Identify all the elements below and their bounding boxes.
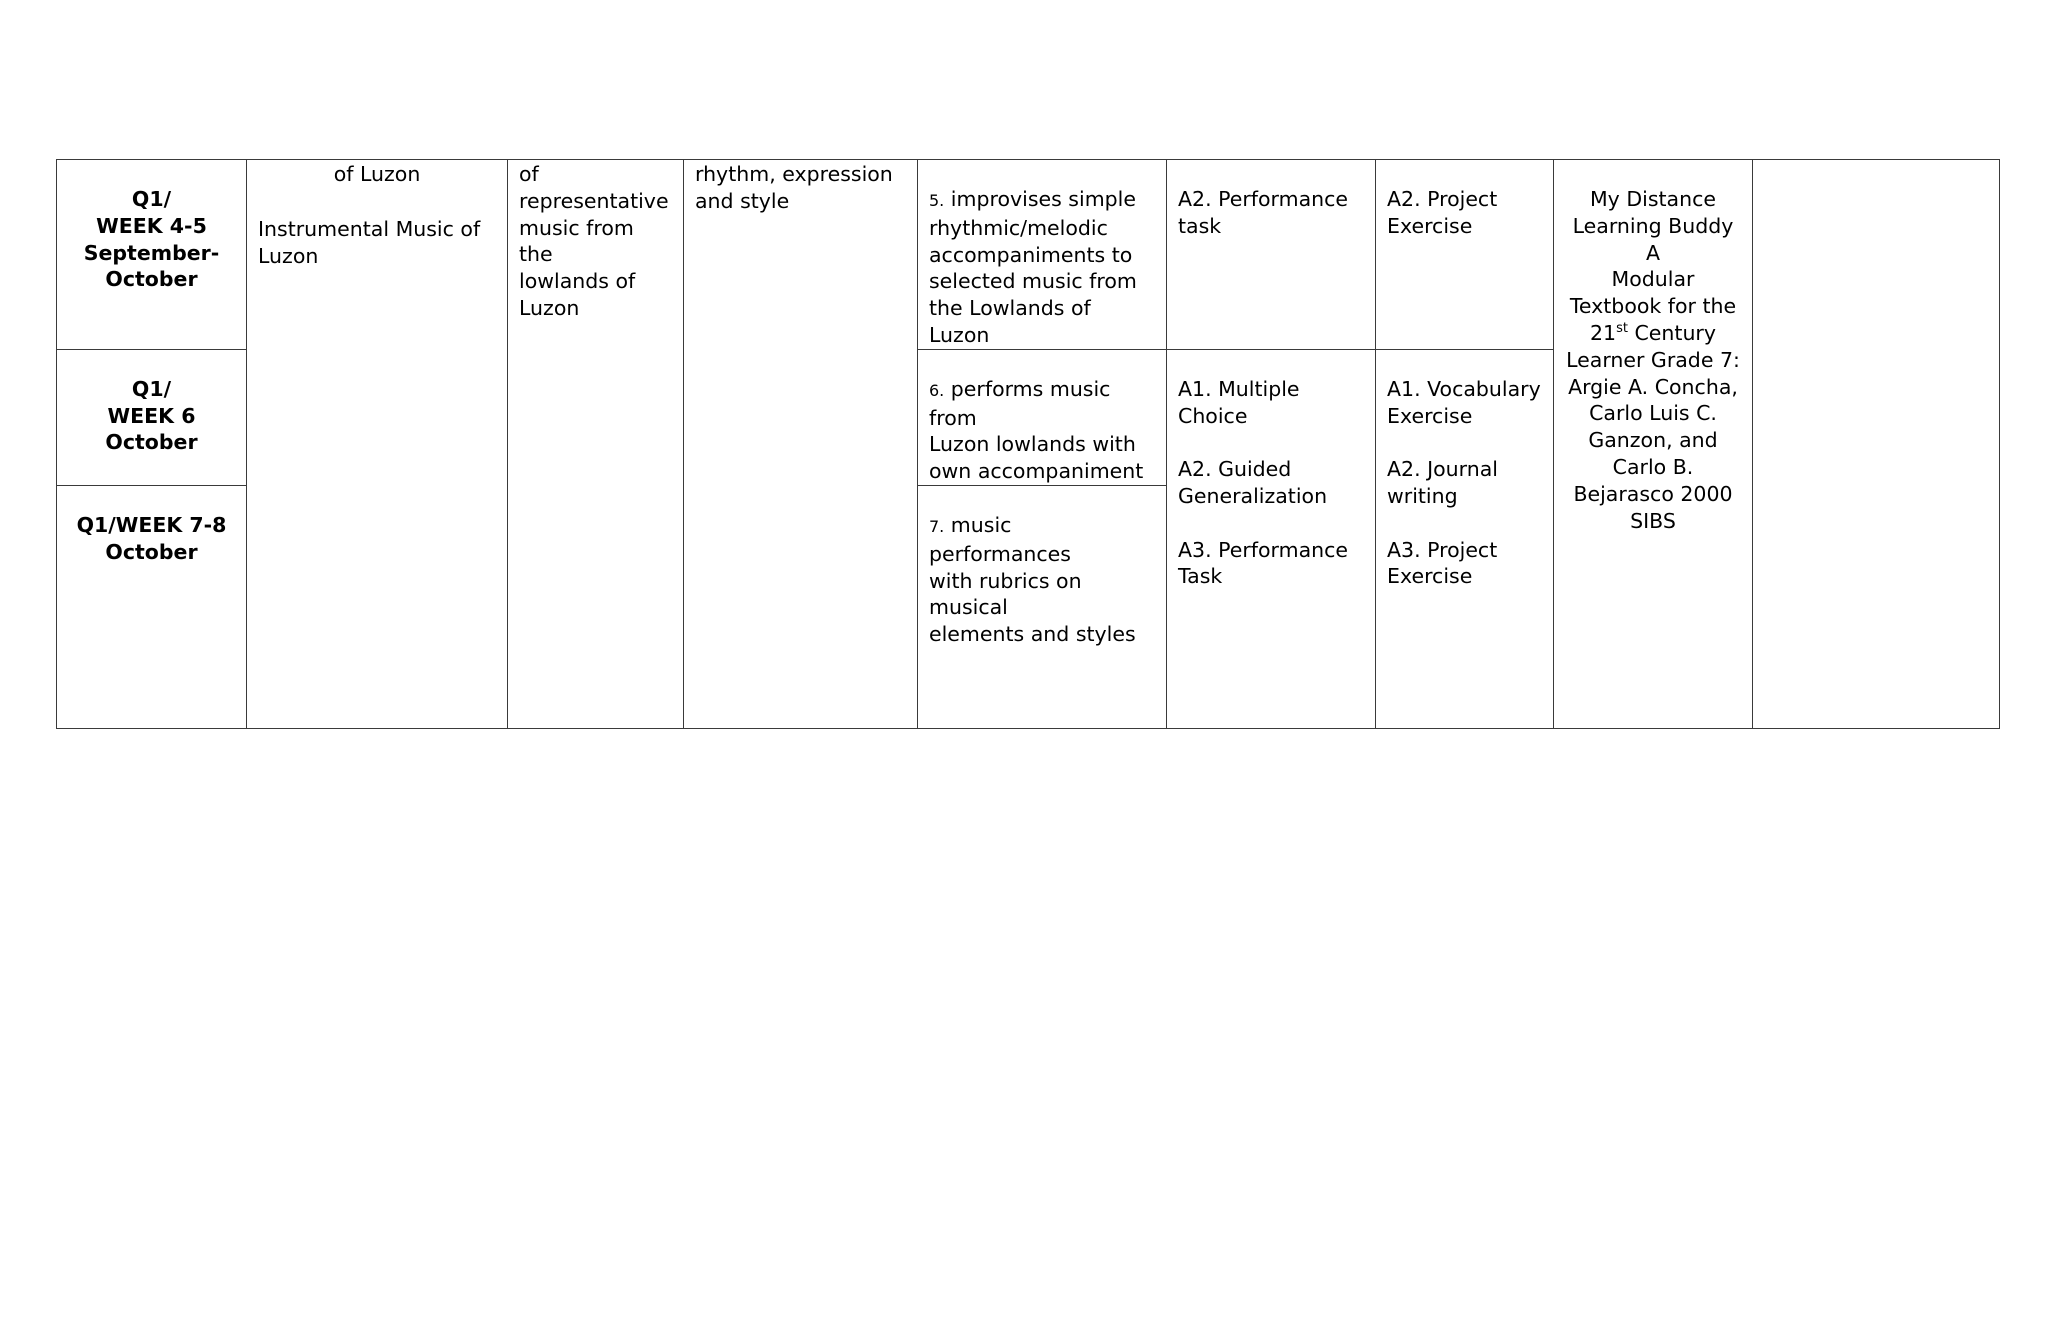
activity-text: A2. Project Exercise <box>1387 187 1498 238</box>
competency-item <box>918 350 1166 485</box>
competency-cell <box>918 349 1167 485</box>
remarks-cell <box>1753 160 2000 729</box>
content-subtopic: Instrumental Music of Luzon <box>258 216 481 268</box>
week-cell <box>57 349 247 485</box>
competency-number: 6. <box>929 380 945 400</box>
week-label: Q1/ WEEK 6 October <box>105 376 198 455</box>
week-label: Q1/WEEK 7-8 October <box>76 512 227 564</box>
competency-number: 5. <box>929 191 945 210</box>
content-standard-cell <box>508 160 684 729</box>
assessment-text: A1. Multiple Choice A2. Guided Generalization A3. Performance Task <box>1178 376 1349 589</box>
content-topic: of Luzon <box>333 162 421 186</box>
curriculum-table-container <box>56 159 2000 729</box>
assessment-text: A2. Performance task <box>1178 187 1349 238</box>
activity-cell <box>1376 160 1554 350</box>
competency-text: performs music from Luzon lowlands with own accompaniment <box>929 376 1144 484</box>
resources-text-part-1: My Distance Learning Buddy A Modular Textbook for the 21 <box>1569 187 1737 345</box>
resources-text <box>1554 160 1752 534</box>
performance-standard-text: rhythm, expression and style <box>695 162 893 213</box>
week-cell <box>57 485 247 728</box>
competency-cell <box>918 485 1167 728</box>
curriculum-map-table <box>56 159 2000 729</box>
content-standard-text: of representative music from the lowlands of Luzon <box>519 162 669 320</box>
resources-text-part-2: Century Learner Grade 7: Argie A. Concha, Carlo Luis C. Ganzon, and Carlo B. Bejarasco 2000 SIBS <box>1566 320 1740 533</box>
table-row-week-4-5 <box>57 160 2000 350</box>
competency-cell <box>918 160 1167 350</box>
week-cell <box>57 160 247 350</box>
competency-number: 7. <box>929 516 945 536</box>
competency-item <box>918 160 1166 349</box>
assessment-cell <box>1167 160 1376 350</box>
performance-standard-cell <box>684 160 918 729</box>
content-cell <box>247 160 508 729</box>
week-label: Q1/ WEEK 4-5 September- October <box>83 187 220 292</box>
competency-text: improvises simple rhythmic/melodic accompaniments to selected music from the Lowlands of Luzon <box>929 187 1137 347</box>
resources-superscript: st <box>1616 321 1628 337</box>
resources-cell <box>1554 160 1753 729</box>
assessment-cell <box>1167 349 1376 728</box>
competency-item <box>918 486 1166 648</box>
activity-text: A1. Vocabulary Exercise A2. Journal writing A3. Project Exercise <box>1387 376 1541 589</box>
activity-cell <box>1376 349 1554 728</box>
competency-text: music performances with rubrics on musical elements and styles <box>929 512 1136 647</box>
